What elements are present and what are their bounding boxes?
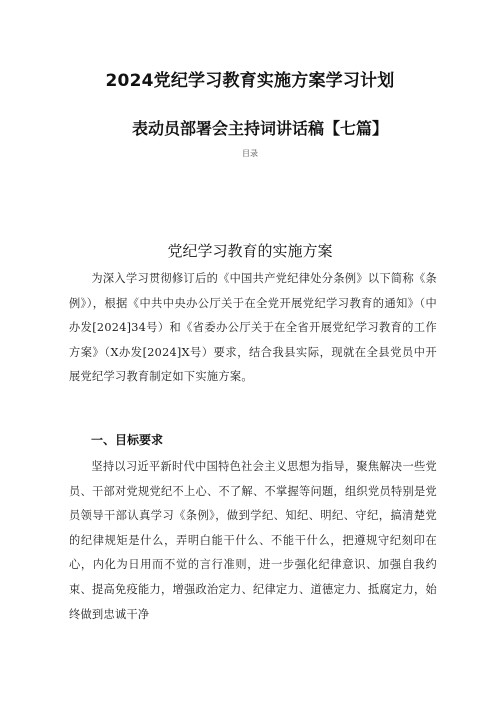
heading-objectives: 一、目标要求 xyxy=(91,433,164,447)
objectives-paragraph: 坚持以习近平新时代中国特色社会主义思想为指导，聚焦解决一些党员、干部对党规党纪不上心、不了解、不掌握等问题，组织党员特别是党员领导干部认真学习《条例》，做到学纪、知纪、明纪、守纪，搞清楚党的纪律规矩是什么，弄明白能干什么、不能干什么，把遵规守纪刻印在心，内化为日用而不觉的言行准则，进一步强化纪律意识、加强自我约束、提高免疫能力，增强政治定力、纪律定力、道德定力、抵腐定力，始终做到忠诚干净 xyxy=(69,460,437,621)
section-title: 党纪学习教育的实施方案 xyxy=(167,242,333,260)
intro-paragraph: 为深入学习贯彻修订后的《中国共产党纪律处分条例》以下简称《条例》），根据《中共中央办公厅关于在全党开展党纪学习教育的通知》（中办发[2024]34号）和《省委办公厅关于在全省开展党纪学习教育的工作方案》（X办发[2024]X号）要求，结合我县实际，现就在全县党员中开展党纪学习教育制定如下实施方案。 xyxy=(69,272,437,384)
toc-label: 目录 xyxy=(242,149,258,158)
document-title-line2: 表动员部署会主持词讲话稿【七篇】 xyxy=(131,119,388,138)
document-title-line1: 2024党纪学习教育实施方案学习计划 xyxy=(105,71,395,91)
